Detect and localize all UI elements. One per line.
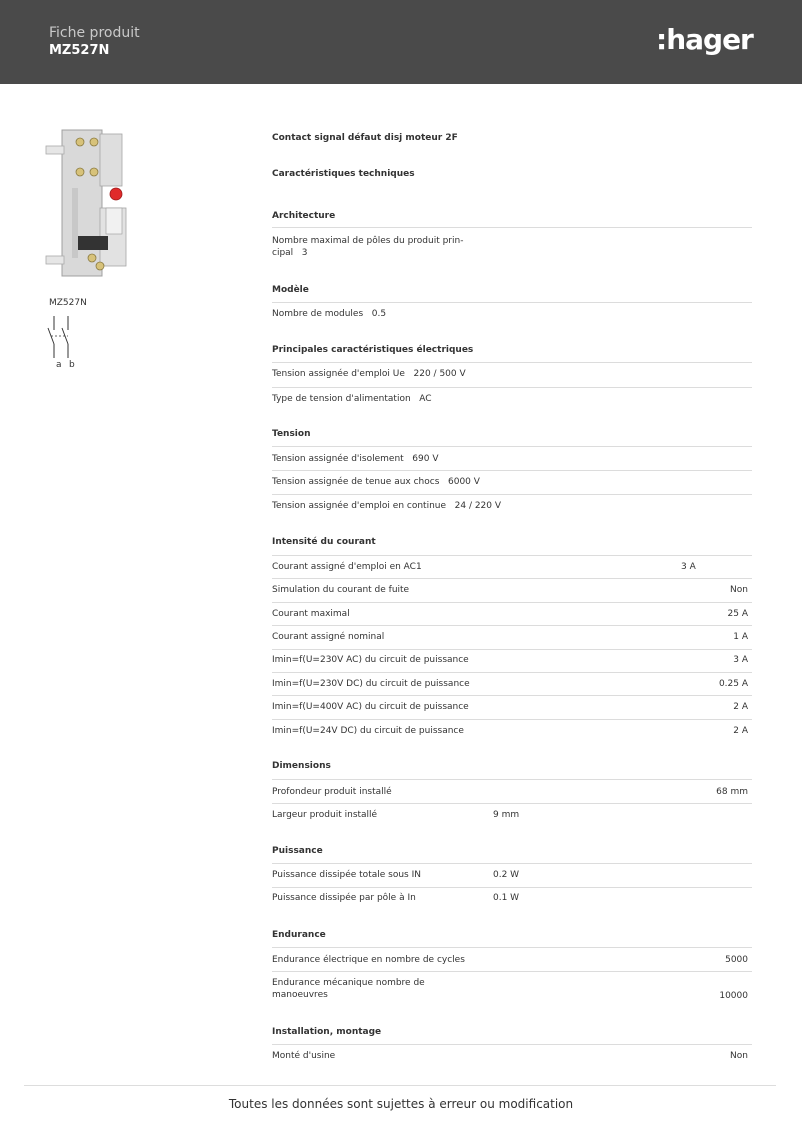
spec-label: Imin=f(U=400V AC) du circuit de puissance bbox=[272, 702, 469, 712]
spec-label bbox=[272, 308, 386, 320]
section-title-current: Intensité du courant bbox=[272, 537, 376, 547]
row-divider bbox=[272, 695, 752, 696]
spec-value: Non bbox=[730, 1051, 748, 1061]
section-divider bbox=[272, 1044, 752, 1045]
spec-label: Imin=f(U=230V AC) du circuit de puissance bbox=[272, 655, 469, 665]
spec-value: 25 A bbox=[727, 609, 748, 619]
spec-label-text: Tension assignée de tenue aux chocs bbox=[272, 477, 440, 487]
specifications-heading: Caractéristiques techniques bbox=[272, 169, 415, 179]
product-photo bbox=[40, 128, 130, 280]
section-title-modele: Modèle bbox=[272, 285, 309, 295]
spec-label: Imin=f(U=230V DC) du circuit de puissance bbox=[272, 679, 470, 689]
spec-label bbox=[272, 476, 480, 488]
row-divider bbox=[272, 971, 752, 972]
spec-value: 10000 bbox=[719, 991, 748, 1001]
spec-label: Endurance électrique en nombre de cycles bbox=[272, 955, 465, 965]
section-title-endurance: Endurance bbox=[272, 930, 326, 940]
row-divider bbox=[272, 470, 752, 471]
spec-label: Endurance mécanique nombre de manoeuvres bbox=[272, 978, 425, 1000]
spec-label: Profondeur produit installé bbox=[272, 787, 392, 797]
spec-value: 6000 V bbox=[448, 477, 480, 487]
spec-label bbox=[272, 368, 466, 380]
document-type: Fiche produit bbox=[49, 25, 140, 41]
spec-value: 3 bbox=[301, 248, 308, 258]
row-divider bbox=[272, 494, 752, 495]
spec-value: 2 A bbox=[733, 726, 748, 736]
spec-label: Courant assigné d'emploi en AC1 bbox=[272, 562, 422, 572]
page-header bbox=[0, 0, 802, 84]
spec-label: Puissance dissipée par pôle à In bbox=[272, 893, 416, 903]
spec-label-line: Nombre maximal de pôles du produit prin- bbox=[272, 236, 464, 246]
spec-label: Courant assigné nominal bbox=[272, 632, 385, 642]
spec-label bbox=[272, 500, 501, 512]
spec-label: Monté d'usine bbox=[272, 1051, 336, 1061]
spec-label: Simulation du courant de fuite bbox=[272, 585, 410, 595]
spec-row bbox=[272, 977, 752, 1003]
row-divider bbox=[272, 649, 752, 650]
row-divider bbox=[272, 803, 752, 804]
spec-value: 220 / 500 V bbox=[413, 369, 466, 379]
spec-value: 0.1 W bbox=[493, 893, 520, 903]
row-divider bbox=[272, 672, 752, 673]
spec-value: 2 A bbox=[733, 702, 748, 712]
footer-disclaimer: Toutes les données sont sujettes à erreur ou modification bbox=[228, 1097, 574, 1111]
section-divider bbox=[272, 362, 752, 363]
product-title: Contact signal défaut disj moteur 2F bbox=[272, 133, 458, 143]
spec-label-text: Type de tension d'alimentation bbox=[272, 394, 411, 404]
section-title-tension: Tension bbox=[272, 429, 311, 439]
section-title-dimensions: Dimensions bbox=[272, 761, 331, 771]
spec-label-text: Nombre de modules bbox=[272, 309, 364, 319]
section-divider bbox=[272, 555, 752, 556]
spec-label: Largeur produit installé bbox=[272, 810, 378, 820]
spec-label-text: Tension assignée d'emploi Ue bbox=[272, 369, 405, 379]
product-image-caption: MZ527N bbox=[49, 298, 87, 308]
spec-label: Imin=f(U=24V DC) du circuit de puissance bbox=[272, 726, 464, 736]
footer-divider bbox=[24, 1085, 776, 1086]
spec-value: 1 A bbox=[733, 632, 748, 642]
spec-value: AC bbox=[419, 394, 432, 404]
section-divider bbox=[272, 302, 752, 303]
spec-label-text: Tension assignée d'isolement bbox=[272, 454, 404, 464]
spec-value: 0.5 bbox=[371, 309, 387, 319]
section-divider bbox=[272, 446, 752, 447]
spec-value: 0.25 A bbox=[718, 679, 748, 689]
row-divider bbox=[272, 719, 752, 720]
schematic-label-b: b bbox=[69, 360, 75, 370]
spec-value: 3 A bbox=[733, 655, 748, 665]
section-title-puissance: Puissance bbox=[272, 846, 323, 856]
spec-label-line: cipal bbox=[272, 248, 294, 258]
hager-logo: :hager bbox=[656, 23, 753, 56]
section-title-electrical: Principales caractéristiques électriques bbox=[272, 345, 474, 355]
row-divider bbox=[272, 625, 752, 626]
spec-value: Non bbox=[730, 585, 748, 595]
spec-value: 0.2 W bbox=[493, 870, 520, 880]
spec-value: 3 A bbox=[681, 562, 696, 572]
spec-label: Courant maximal bbox=[272, 609, 350, 619]
spec-value: 5000 bbox=[725, 955, 748, 965]
row-divider bbox=[272, 387, 752, 388]
row-divider bbox=[272, 602, 752, 603]
section-divider bbox=[272, 863, 752, 864]
spec-value: 24 / 220 V bbox=[454, 501, 502, 511]
section-title-installation: Installation, montage bbox=[272, 1027, 382, 1037]
spec-label-text: Tension assignée d'emploi en continue bbox=[272, 501, 447, 511]
section-divider bbox=[272, 947, 752, 948]
spec-value: 690 V bbox=[412, 454, 439, 464]
section-title-architecture: Architecture bbox=[272, 211, 336, 221]
spec-label bbox=[272, 235, 487, 259]
spec-value: 68 mm bbox=[716, 787, 748, 797]
spec-label: Puissance dissipée totale sous IN bbox=[272, 870, 421, 880]
spec-label bbox=[272, 453, 438, 465]
product-reference: MZ527N bbox=[49, 43, 110, 58]
spec-label bbox=[272, 393, 432, 405]
row-divider bbox=[272, 887, 752, 888]
schematic-label-a: a bbox=[56, 360, 62, 370]
contact-schematic-icon bbox=[44, 314, 84, 370]
spec-value: 9 mm bbox=[493, 810, 520, 820]
section-divider bbox=[272, 779, 752, 780]
row-divider bbox=[272, 578, 752, 579]
section-divider bbox=[272, 227, 752, 228]
